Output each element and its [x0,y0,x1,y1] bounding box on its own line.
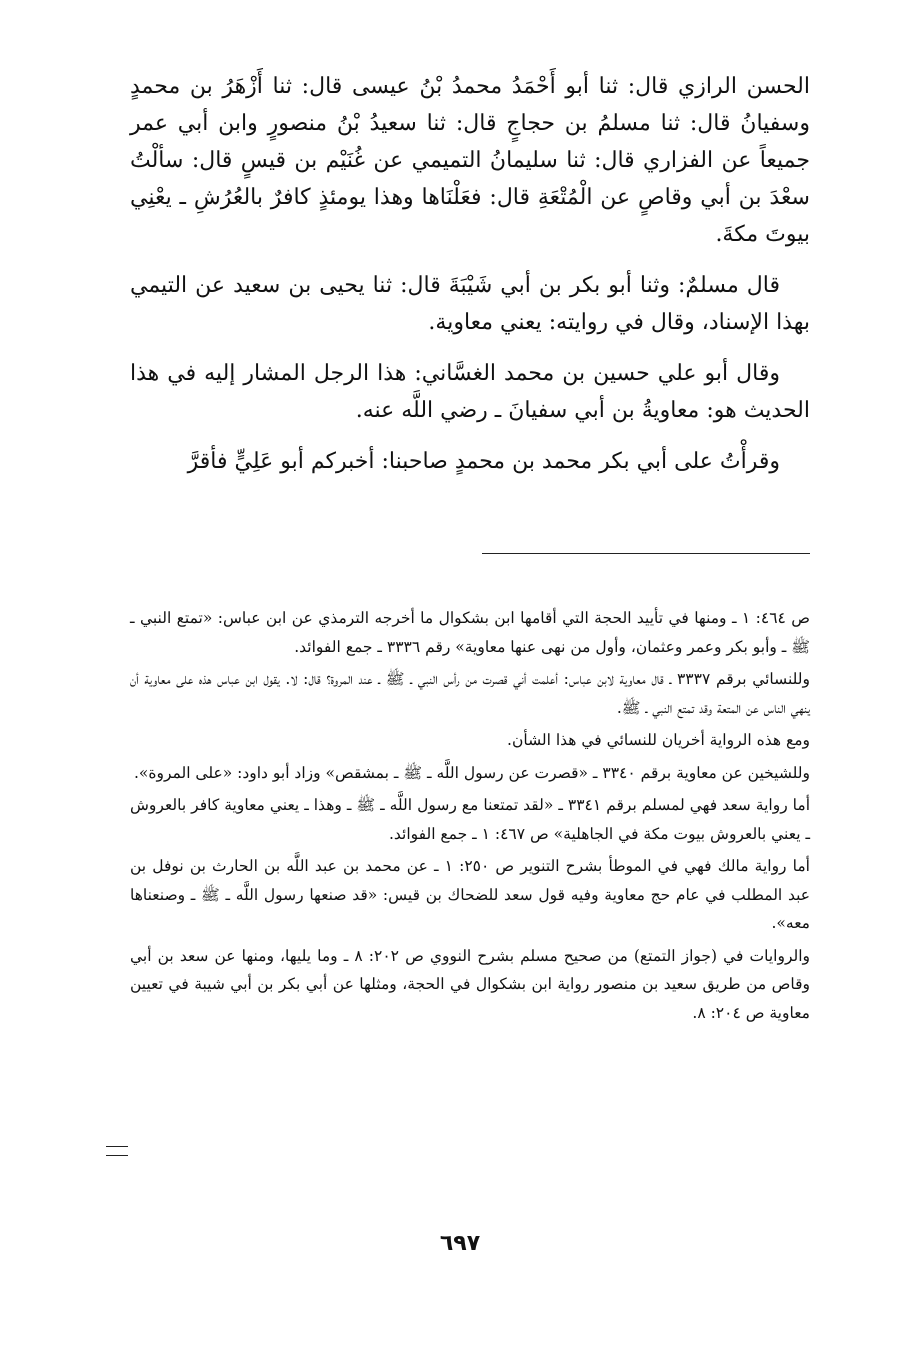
footnote-paragraph: أما رواية مالك فهي في الموطأ بشرح التنوير ص ٢٥٠: ١ ـ عن محمد بن عبد اللَّه بن الحارث بن نوفل بن عبد المطلب في عام حج معاوية وفيه قول سعد للضحاك بن قيس: «قد صنعها رسول اللَّه ـ ﷺ ـ وصنعناها معه». [130,857,810,932]
footnote-paragraph: ص ٤٦٤: ١ ـ ومنها في تأييد الحجة التي أقامها ابن بشكوال ما أخرجه الترمذي عن ابن عباس: «تمتع النبي ـ ﷺ ـ وأبو بكر وعمر وعثمان، وأول من نهى عنها معاوية» رقم ٣٣٣٦ ـ جمع الفوائد. [130,609,811,656]
main-paragraph: وقال أبو علي حسين بن محمد الغسَّاني: هذا الرجل المشار إليه في هذا الحديث هو: معاويةُ بن أبي سفيانَ ـ رضي اللَّه عنه. [130,361,810,423]
footnote-paragraph: ومع هذه الرواية أخريان للنسائي في هذا الشأن. [507,731,810,749]
footnote-paragraph: وللشيخين عن معاوية برقم ٣٣٤٠ ـ «قصرت عن رسول اللَّه ـ ﷺ ـ بمشقص» وزاد أبو داود: «على المروة». [133,763,810,782]
continuation-mark [106,1146,128,1157]
footnotes [130,604,810,1031]
page-number: ٦٩٧ [439,1231,481,1256]
footnote-paragraph: والروايات في (جواز التمتع) من صحيح مسلم بشرح النووي ص ٢٠٢: ٨ ـ وما يليها، ومنها عن سعد بن أبي وقاص من طريق سعيد بن منصور رواية ابن بشكوال في الحجة، ومثلها عن أبي بكر بن أبي شيبة في تعيين معاوية ص ٢٠٤: ٨. [130,946,811,1022]
main-paragraph: قال مسلمٌ: وثنا أبو بكر بن أبي شَيْبَةَ قال: ثنا يحيى بن سعيد عن التيمي بهذا الإسناد، وقال في روايته: يعني معاوية. [130,273,810,335]
main-paragraph: وقرأْتُ على أبي بكر محمد بن محمدٍ صاحبنا: أخبركم أبو عَلِيٍّ فأقرَّ [187,449,780,474]
footnote-paragraph: أما رواية سعد فهي لمسلم برقم ٣٣٤١ ـ «لقد تمتعنا مع رسول اللَّه ـ ﷺ ـ وهذا ـ يعني معاوية كافر بالعروش ـ يعني بالعروش بيوت مكة في الجاهلية» ص ٤٦٧: ١ ـ جمع الفوائد. [130,796,810,843]
main-text [130,68,810,494]
footnote-separator [482,553,810,554]
main-paragraph: الحسن الرازي قال: ثنا أبو أَحْمَدُ محمدُ بْنُ عيسى قال: ثنا أَزْهَرُ بن محمدٍ وسفيانُ قال: ثنا مسلمُ بن حجاجٍ قال: ثنا سعيدُ بْنُ منصورٍ وابن أبي عمر جميعاً عن الفزاري قال: ثنا سليمانُ التميمي عن غُنَيْم بن قيسٍ قال: سألْتُ سعْدَ بن أبي وقاصٍ عن الْمُتْعَةِ قال: فعَلْنَاها وهذا يومئذٍ كافرٌ بالعُرُشِ ـ يعْنِي بيوتَ مكةَ. [130,74,810,247]
footnote-paragraph: وللنسائي برقم ٣٣٣٧ ـ قال معاوية لابن عباس: أعلمت أني قصرت من رأس النبي ـ ﷺ ـ عند المروة؟ قال: لا. يقول ابن عباس هذه على معاوية أن ينهي الناس عن المتعة وقد تمتع النبي ـ ﷺ. [130,670,810,717]
